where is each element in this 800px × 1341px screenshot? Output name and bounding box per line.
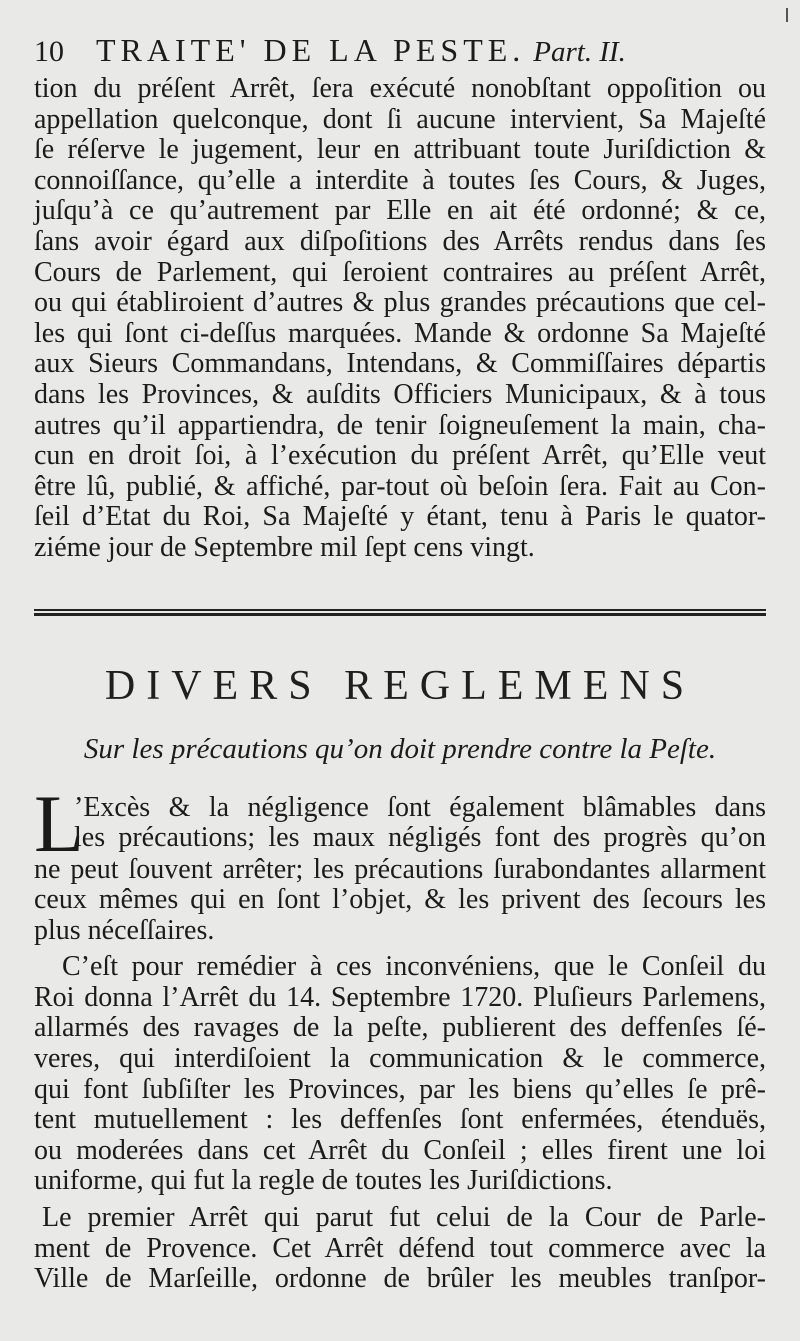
paragraph-1 [34,777,766,947]
text-line: dans les Provinces, & auſdits Officiers Municipaux, & à tous [34,378,766,410]
text-line: ’Excès & la négligence ſont également blâmables dans [74,791,766,823]
book-title: TRAITE' DE LA PESTE. [96,32,526,68]
text-line: ou qui établiroient d’autres & plus grandes précautions que cel- [34,287,766,319]
running-head [34,28,766,72]
text-line: Le premier Arrêt qui parut fut celui de la Cour de Parle- [42,1202,766,1234]
text-line: juſqu’à ce qu’autrement par Elle en ait été ordonné; & ce, [34,195,766,227]
text-line: allarmés des ravages de la peſte, publierent des deffenſes ſé- [34,1012,766,1044]
text-line: ou moderées dans cet Arrêt du Conſeil ; elles firent une loi [34,1134,766,1166]
double-rule-divider [34,608,766,617]
text-line: uniforme, qui fut la regle de toutes les Juriſdictions. [34,1165,613,1197]
section-title: DIVERS REGLEMENS [104,662,696,709]
text-line: ne peut ſouvent arrêter; les précautions ſurabondantes allarment [34,853,766,885]
text-line: plus néceſſaires. [34,914,215,946]
text-line: qui font ſubſiſter les Provinces, par les biens qu’elles ſe prê- [34,1073,766,1105]
text-line: Roi donna l’Arrêt du 14. Septembre 1720. Pluſieurs Parlemens, [34,981,766,1013]
text-line: ſans avoir égard aux diſpoſitions des Arrêts rendus dans ſes [34,225,766,257]
text-line: cun en droit ſoi, à l’exécution du préſent Arrêt, qu’Elle veut [34,440,766,472]
upper-text-block [34,74,766,564]
text-line: être lû, publié, & affiché, par-tout où beſoin ſera. Fait au Con- [34,470,766,502]
text-line: connoiſſance, qu’elle a interdite à toutes ſes Cours, & Juges, [34,164,766,196]
text-line: tent mutuellement : les deffenſes ſont enfermées, étenduës, [34,1104,766,1136]
text-line: tion du préſent Arrêt, ſera exécuté nonobſtant oppoſition ou [34,73,766,104]
text-line: ſe réſerve le jugement, leur en attribuant toute Juriſdiction & [34,134,766,166]
drop-cap-lines [74,793,766,854]
text-line: aux Sieurs Commandans, Intendans, & Commiſſaires départis [34,348,766,380]
text-line: ment de Provence. Cet Arrêt défend tout commerce avec la [34,1232,766,1264]
section-subtitle: Sur les précautions qu’on doit prendre contre la Peſte. [83,732,717,765]
text-line: ſeil d’Etat du Roi, Sa Majeſté y étant, tenu à Paris le quator- [34,501,766,533]
text-line: autres qu’il appartiendra, de tenir ſoigneuſement la main, cha- [34,409,766,441]
margin-mark [786,8,788,22]
text-line: veres, qui interdiſoient la communication & le commerce, [34,1043,766,1075]
text-line: C’eſt pour remédier à ces inconvéniens, que le Conſeil du [62,951,766,983]
page-number: 10 [34,35,64,68]
text-line: les précautions; les maux négligés font des progrès qu’on [74,822,766,854]
page-content [34,28,766,1295]
paragraph-3 [34,1203,766,1295]
text-line: Ville de Marſeille, ordonne de brûler les meubles tranſpor- [34,1263,766,1295]
text-line: appellation quelconque, dont ſi aucune intervient, Sa Majeſté [34,103,766,135]
text-line: les qui ſont ci-deſſus marquées. Mande & ordonne Sa Majeſté [34,317,766,349]
paragraph-2 [34,952,766,1197]
text-line: Cours de Parlement, qui ſeroient contraires au préſent Arrêt, [34,256,766,288]
text-line: ziéme jour de Septembre mil ſept cens vingt. [34,531,535,563]
part-label: Part. II. [533,36,626,68]
text-line: ceux mêmes qui en ſont l’objet, & les privent des ſecours les [34,884,766,916]
drop-cap: L [34,777,85,869]
